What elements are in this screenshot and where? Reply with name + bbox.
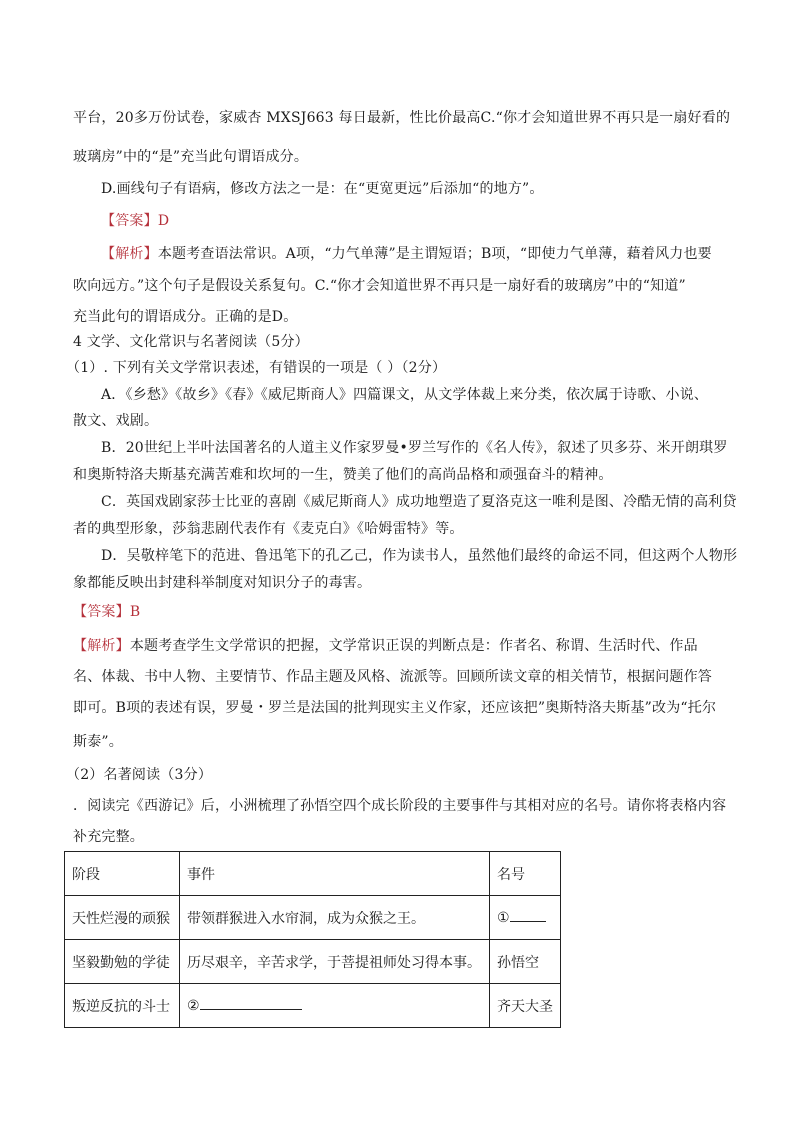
table-header-row	[65, 852, 561, 896]
option-a-line-2: 散文、戏剧。	[73, 413, 159, 429]
text-line-2: 玻璃房”中的“是”充当此句谓语成分。	[73, 149, 309, 165]
option-c-line-2: 者的典型形象，莎翁悲剧代表作有《麦克白》《哈姆雷特》等。	[73, 521, 464, 537]
answer-label-2: 【答案】	[73, 604, 130, 620]
question-2-prompt-1: ．阅读完《西游记》后，小洲梳理了孙悟空四个成长阶段的主要事件与其相对应的名号。请你将表格内容	[73, 798, 727, 814]
table-header-title: 名号	[490, 852, 561, 896]
text-line-1: 平台，20多万份试卷，家威杏 MXSJ663 每日最新，性比价最高C.“你才会知道世界不再只是一扇好看的	[73, 110, 731, 126]
table-cell-stage: 天性烂漫的顽猴	[65, 896, 180, 940]
analysis2-line-3: 即可。B项的表述有误，罗曼・罗兰是法国的批判现实主义作家，还应该把”奥斯特洛夫斯基”改为“托尔	[73, 700, 717, 716]
table-row	[65, 940, 561, 984]
question-2-prompt-2: 补充完整。	[73, 829, 144, 845]
table-cell-title-blank[interactable]	[490, 896, 561, 940]
option-d2-line-2: 象都能反映出封建科举制度对知识分子的毒害。	[73, 575, 372, 591]
table-cell-event: 历尽艰辛，辛苦求学，于菩提祖师处习得本事。	[180, 940, 490, 984]
fill-blank-2[interactable]	[200, 997, 302, 1010]
table-cell-event: 带领群猴进入水帘洞，成为众猴之王。	[180, 896, 490, 940]
table-header-event: 事件	[180, 852, 490, 896]
analysis-label: 【解析】	[101, 246, 158, 262]
table-cell-event-blank[interactable]	[180, 984, 490, 1028]
analysis-line-1	[101, 243, 712, 263]
analysis2-text: 本题考查学生文学常识的把握，文学常识正误的判断点是：作者名、称谓、生活时代、作品	[129, 638, 698, 654]
answer-line-2	[73, 601, 140, 621]
table-row	[65, 984, 561, 1028]
analysis-line-2: 吹向远方。”这个句子是假设关系复句。C.“你才会知道世界不再只是一扇好看的玻璃房”中的“知道”	[73, 278, 686, 294]
option-b-line-1: B．20世纪上半叶法国著名的人道主义作家罗曼•罗兰写作的《名人传》，叙述了贝多芬、米开朗琪罗	[101, 440, 728, 456]
answer-value-2: B	[129, 604, 141, 620]
table-row	[65, 896, 561, 940]
table-cell-title: 齐天大圣	[490, 984, 561, 1028]
analysis-line-3: 充当此句的谓语成分。正确的是D。	[73, 309, 298, 325]
answer-value: D	[157, 213, 170, 229]
analysis2-line-4: 斯泰”。	[73, 734, 123, 750]
question-2-title: （2）名著阅读（3分）	[66, 767, 213, 783]
analysis2-line-2: 名、体裁、书中人物、主要情节、作品主题及风格、流派等。回顾所读文章的相关情节，根据问题作答	[73, 669, 712, 685]
table-header-stage: 阶段	[65, 852, 180, 896]
analysis2-line-1	[73, 635, 698, 655]
answer-label: 【答案】	[101, 213, 158, 229]
blank-marker-2: ②	[187, 998, 200, 1014]
analysis-label-2: 【解析】	[73, 638, 130, 654]
option-d-line: D.画线句子有语病，修改方法之一是：在“更宽更远”后添加“的地方”。	[101, 181, 544, 197]
option-a-line-1: A．《乡愁》《故乡》《春》《威尼斯商人》四篇课文，从文学体裁上来分类，依次属于诗歌、小说、	[101, 387, 709, 403]
blank-marker-1: ①	[497, 910, 510, 926]
table-cell-stage: 坚毅勤勉的学徒	[65, 940, 180, 984]
question-1-title: （1）. 下列有关文学常识表述，有错误的一项是（ ）（2分）	[66, 360, 447, 376]
option-b-line-2: 和奥斯特洛夫斯基充满苦难和坎坷的一生，赞美了他们的高尚品格和顽强奋斗的精神。	[73, 467, 613, 483]
answer-line-1	[101, 210, 169, 230]
table-cell-title: 孙悟空	[490, 940, 561, 984]
journey-west-table	[64, 851, 561, 1028]
table-cell-stage: 叛逆反抗的斗士	[65, 984, 180, 1028]
analysis-text: 本题考查语法常识。A项，“力气单薄”是主谓短语；B项，“即使力气单薄，藉着风力也要	[157, 246, 712, 262]
option-d2-line-1: D．吴敬梓笔下的范进、鲁迅笔下的孔乙己，作为读书人，虽然他们最终的命运不同，但这两个人物形	[101, 548, 738, 564]
option-c-line-1: C．英国戏剧家莎士比亚的喜剧《威尼斯商人》成功地塑造了夏洛克这一唯利是图、冷酷无情的高利贷	[101, 494, 737, 510]
fill-blank-1[interactable]	[510, 909, 546, 922]
section-heading-4: 4 文学、文化常识与名著阅读（5分）	[73, 334, 309, 350]
